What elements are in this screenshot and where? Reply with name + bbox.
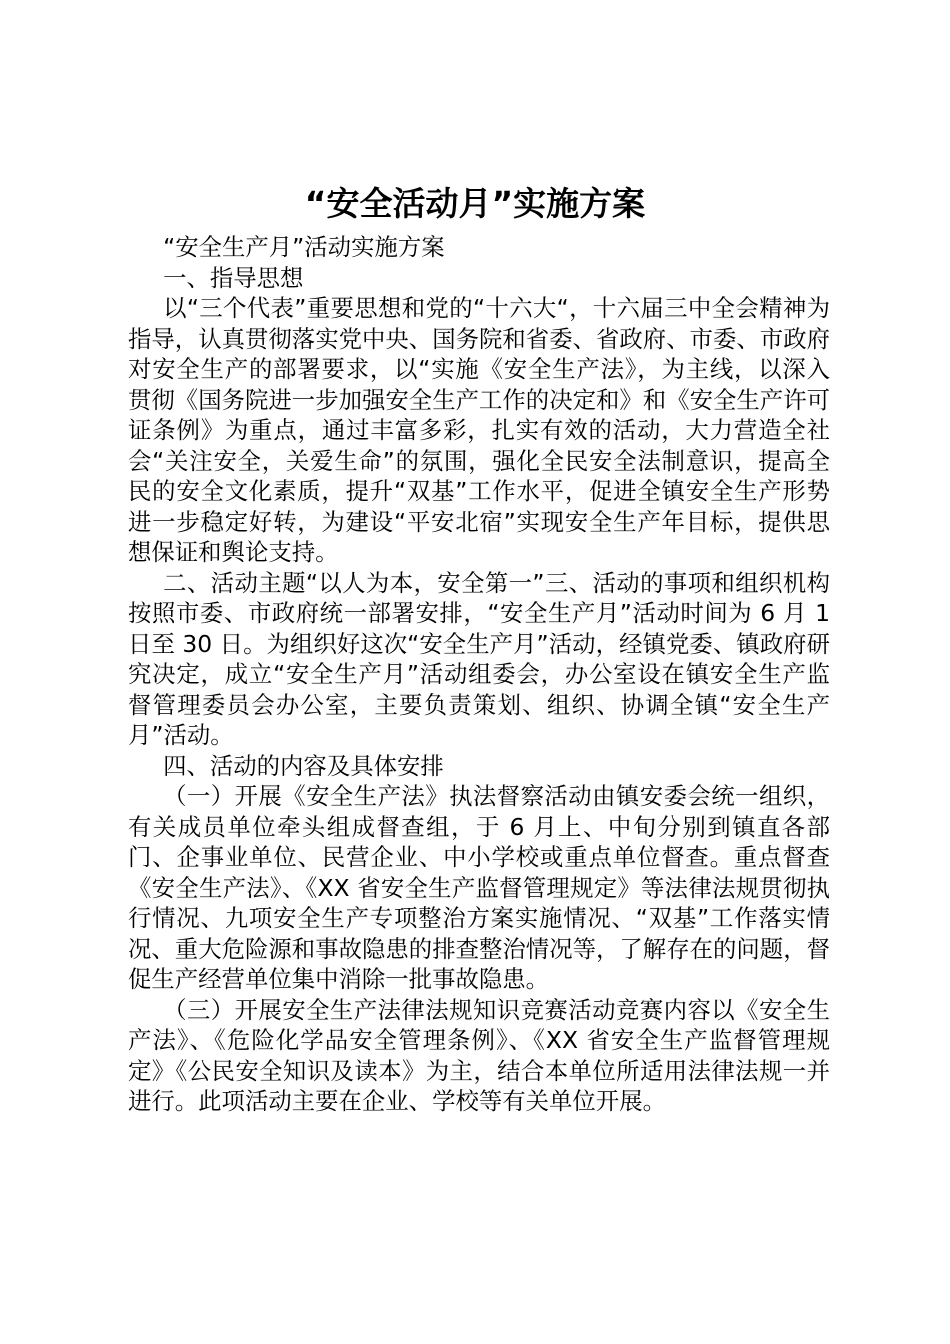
document-title: “安全活动月”实施方案 [304, 184, 646, 223]
paragraph-guiding-ideology: 以“三个代表”重要思想和党的“十六大“，十六届三中全会精神为指导，认真贯彻落实党中央、国务院和省委、省政府、市委、市政府对安全生产的部署要求，以“实施《安全生产法》，为主线，以深入贯彻《国务院进一步加强安全生产工作的决定和》和《安全生产许可证条例》为重点，通过丰富多彩，扎实有效的活动，大力营造全社会“关注安全，关爱生命”的氛围，强化全民安全法制意识，提高全民的安全文化素质，提升“双基”工作水平，促进全镇安全生产形势进一步稳定好转，为建设“平安北宿”实现安全生产年目标，提供思想保证和舆论支持。 [128, 294, 830, 566]
paragraph-theme-and-organization: 二、活动主题“以人为本，安全第一”三、活动的事项和组织机构按照市委、市政府统一部署安排，“安全生产月”活动时间为 6 月 1 日至 30 日。为组织好这次“安全生产月”活动，经镇党委、镇政府研究决定，成立“安全生产月”活动组委会，办公室设在镇安全生产监督管理委员会办公室，主要负责策划、组织、协调全镇“安全生产月”活动。 [128, 568, 830, 749]
section-heading-activity-content: 四、活动的内容及具体安排 [163, 751, 444, 780]
document-body [128, 232, 830, 1117]
paragraph-knowledge-contest: （三）开展安全生产法律法规知识竞赛活动竞赛内容以《安全生产法》、《危险化学品安全管理条例》、《XX 省安全生产监督管理规定》《公民安全知识及读本》为主，结合本单位所适用法律法规一并进行。此项活动主要在企业、学校等有关单位开展。 [128, 995, 830, 1115]
section-heading-guiding-ideology: 一、指导思想 [163, 263, 304, 292]
paragraph-law-inspection: （一）开展《安全生产法》执法督察活动由镇安委会统一组织，有关成员单位牵头组成督查组，于 6 月上、中旬分别到镇直各部门、企事业单位、民营企业、中小学校或重点单位督查。重点督查《安全生产法》、《XX 省安全生产监督管理规定》等法律法规贯彻执行情况、九项安全生产专项整治方案实施情况、“双基”工作落实情况、重大危险源和事故隐患的排查整治情况等，了解存在的问题，督促生产经营单位集中消除一批事故隐患。 [128, 782, 830, 993]
paragraph-subtitle: “安全生产月”活动实施方案 [163, 233, 445, 261]
